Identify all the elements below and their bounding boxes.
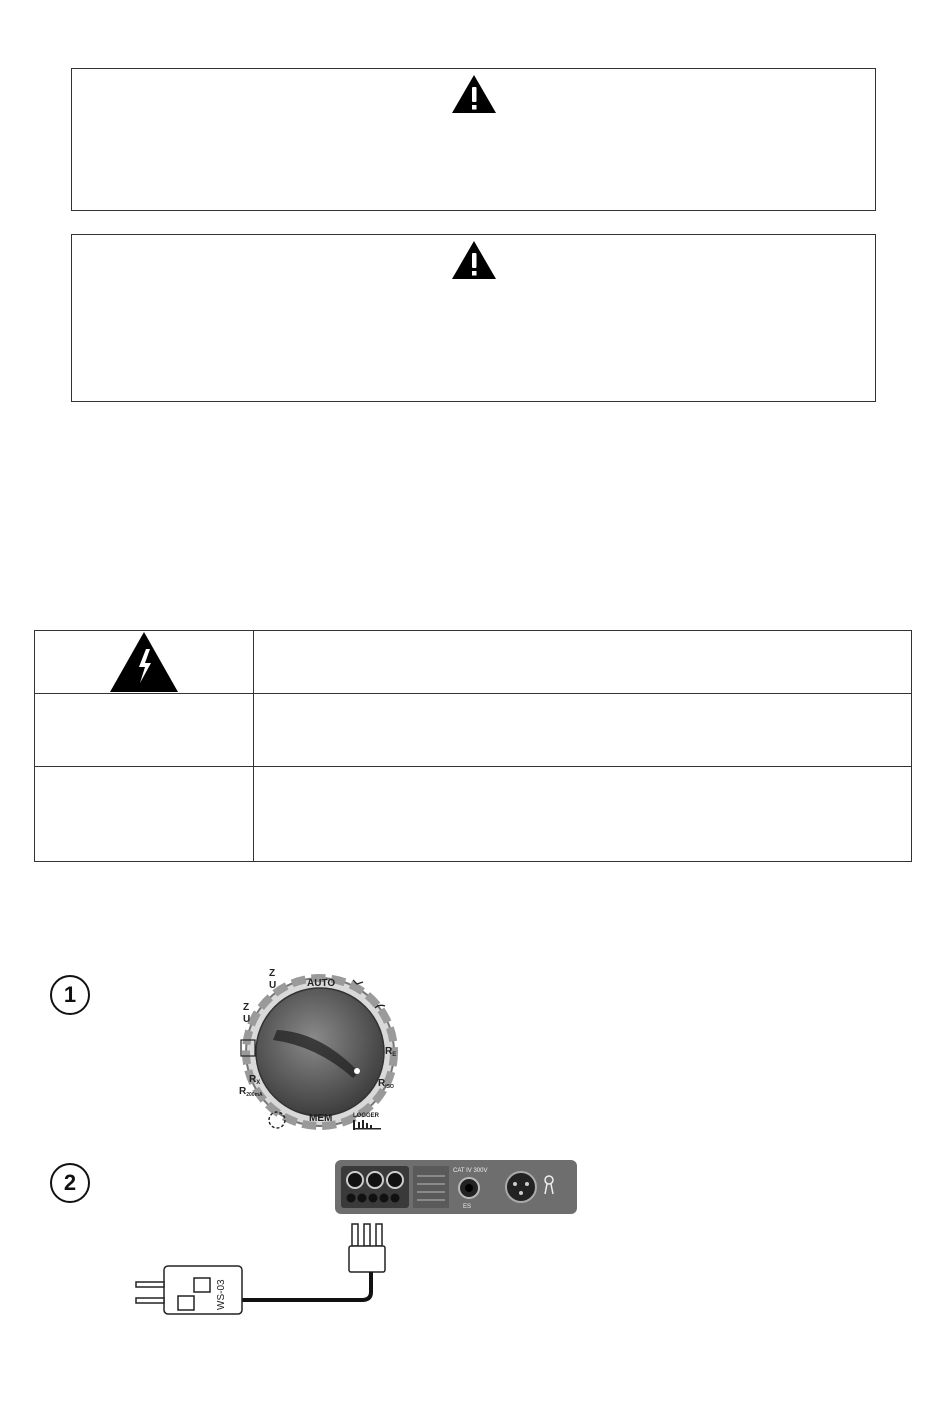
table-row [35, 694, 912, 767]
dial-label-u-top: U [269, 980, 277, 991]
cable [242, 1272, 371, 1300]
dial-label-z-left: Z [243, 1002, 250, 1013]
dial-label-u-left: U [243, 1014, 251, 1025]
dial-indicator-dot [354, 1068, 360, 1074]
table-cell-icon [35, 767, 254, 862]
table-cell-icon [35, 694, 254, 767]
step-2-badge: 2 [50, 1163, 90, 1203]
table-row [35, 767, 912, 862]
warning-box-2 [71, 234, 876, 402]
meter-terminal-panel [335, 1160, 577, 1214]
table-cell-description [254, 631, 912, 694]
panel-cat-label: CAT IV 300V [453, 1168, 488, 1174]
dial-label-rx: $R_X$ [249, 1074, 261, 1086]
dial-label-riso: $R_{ISO}$ [378, 1078, 394, 1090]
clamp-socket [506, 1172, 536, 1202]
table-cell-description [254, 694, 912, 767]
table-cell-description [254, 767, 912, 862]
warning-triangle-icon [451, 74, 497, 114]
terminal-sockets [347, 1172, 404, 1203]
dial-label-r200: $R_{200mA}$ [239, 1086, 263, 1098]
table-row [35, 631, 912, 694]
three-pin-plug [349, 1224, 385, 1272]
step-1-badge: 1 [50, 975, 90, 1015]
dial-label-auto: AUTO [307, 978, 336, 989]
adapter-cable-illustration [130, 1218, 400, 1328]
dial-label-re: $R_E$ [385, 1046, 397, 1058]
rotary-dial-illustration [225, 962, 415, 1147]
logger-bars-icon [353, 1120, 381, 1130]
high-voltage-warning-icon [109, 631, 179, 693]
table-cell-icon [35, 631, 254, 694]
warning-triangle-icon [451, 240, 497, 280]
panel-es-label: ES [463, 1204, 472, 1210]
dial-label-logger: LOGGER [353, 1113, 380, 1119]
adapter-label: WS-03 [216, 1279, 227, 1310]
dial-label-z-top: Z [269, 968, 276, 979]
dial-label-mem: MEM [309, 1113, 333, 1124]
symbols-table [34, 630, 912, 862]
warning-box-1 [71, 68, 876, 211]
